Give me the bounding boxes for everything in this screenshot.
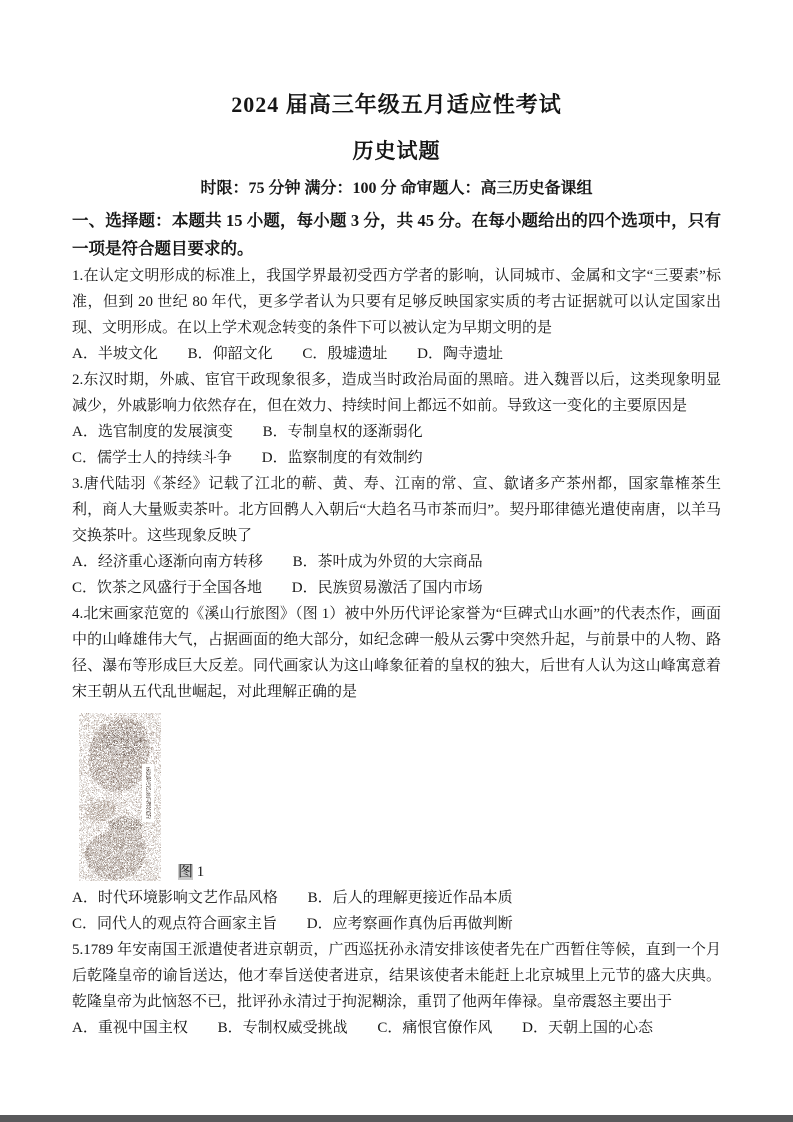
question-4-options-row-2 xyxy=(72,911,721,937)
question-2-stem: 2.东汉时期，外戚、宦官干政现象很多，造成当时政治局面的黑暗。进入魏晋以后，这类现象明显减少，外戚影响力依然存在，但在效力、持续时间上都远不如前。导致这一变化的主要原因是 xyxy=(72,372,721,414)
question-1-options xyxy=(72,341,721,367)
option-item: D．应考察画作真伪后再做判断 xyxy=(306,916,513,932)
question-3 xyxy=(72,471,721,601)
option-item: A．半坡文化 xyxy=(72,346,158,362)
option-item: A．时代环境影响文艺作品风格 xyxy=(72,890,278,906)
landscape-painting-image xyxy=(78,712,162,884)
question-3-options-row-2 xyxy=(72,575,721,601)
question-2-options-row-2 xyxy=(72,445,721,471)
option-item: B．专制权威受挑战 xyxy=(217,1020,348,1036)
option-item: B．后人的理解更接近作品本质 xyxy=(307,890,513,906)
option-item: C．痛恨官僚作风 xyxy=(377,1020,493,1036)
question-1 xyxy=(72,263,721,367)
option-item: C．饮茶之风盛行于全国各地 xyxy=(72,580,263,596)
option-item: D．民族贸易激活了国内市场 xyxy=(291,580,483,596)
option-item: B．专制皇权的逐渐弱化 xyxy=(262,424,423,440)
option-item: B．茶叶成为外贸的大宗商品 xyxy=(292,554,483,570)
exam-meta-line: 时限：75 分钟 满分：100 分 命审题人：高三历史备课组 xyxy=(200,180,593,197)
option-item: C．同代人的观点符合画家主旨 xyxy=(72,916,278,932)
option-item: C．儒学士人的持续斗争 xyxy=(72,450,233,466)
question-4-stem: 4.北宋画家范宽的《溪山行旅图》（图 1）被中外历代评论家誉为“巨碑式山水画”的代表杰作，画面中的山峰雄伟大气，占据画面的绝大部分，如纪念碑一般从云雾中突然升起，与前景中的人物、路径、瀑布等形成巨大反差。同代画家认为这山峰象征着的皇权的独大，后世有人认为这山峰寓意着宋王朝从五代乱世崛起，对此理解正确的是 xyxy=(72,606,721,700)
waterfall-streak-shape xyxy=(146,767,151,819)
question-4 xyxy=(72,601,721,937)
option-item: D．陶寺遗址 xyxy=(417,346,503,362)
window-bottom-edge xyxy=(0,1115,793,1122)
question-2-options-row-1 xyxy=(72,419,721,445)
option-item: D．监察制度的有效制约 xyxy=(261,450,423,466)
option-item: B．仰韶文化 xyxy=(187,346,273,362)
section-heading: 一、选择题：本题共 15 小题，每小题 3 分，共 45 分。在每小题给出的四个选项中，只有一项是符合题目要求的。 xyxy=(72,211,721,258)
question-5-stem: 5.1789 年安南国王派遣使者进京朝贡，广西巡抚孙永清安排该使者先在广西暂住等候，直到一个月后乾隆皇帝的谕旨送达，他才奉旨送使者进京，结果该使者未能赶上北京城里上元节的盛大庆典。乾隆皇帝为此恼怒不已，批评孙永清过于拘泥糊涂，重罚了他两年俸禄。皇帝震怒主要出于 xyxy=(72,942,721,1010)
option-item: A．重视中国主权 xyxy=(72,1020,188,1036)
question-1-stem: 1.在认定文明形成的标准上，我国学界最初受西方学者的影响，认同城市、金属和文字“三要素”标准，但到 20 世纪 80 年代，更多学者认为只要有足够反映国家实质的考古证据就可以认定国家出现、文明形成。在以上学术观念转变的条件下可以被认定为早期文明的是 xyxy=(72,268,721,336)
exam-title: 2024 届高三年级五月适应性考试 xyxy=(231,92,562,117)
question-4-options-row-1 xyxy=(72,885,721,911)
option-item: C．殷墟遗址 xyxy=(302,346,388,362)
question-5 xyxy=(72,937,721,1041)
option-item: A．选官制度的发展演变 xyxy=(72,424,233,440)
figure-1-caption: 图 1 xyxy=(178,864,205,880)
option-item: D．天朝上国的心态 xyxy=(522,1020,653,1036)
exam-subtitle: 历史试题 xyxy=(352,139,441,163)
question-2 xyxy=(72,367,721,471)
option-item: A．经济重心逐渐向南方转移 xyxy=(72,554,263,570)
question-3-stem: 3.唐代陆羽《茶经》记载了江北的蕲、黄、寿、江南的常、宣、歙诸多产茶州都，国家靠榷茶生利，商人大量贩卖茶叶。北方回鹘人入朝后“大趋名马市茶而归”。契丹耶律德光遣使南唐，以羊马交换茶叶。这些现象反映了 xyxy=(72,476,721,544)
question-3-options-row-1 xyxy=(72,549,721,575)
question-5-options xyxy=(72,1015,721,1041)
figure-1-block xyxy=(78,708,721,884)
